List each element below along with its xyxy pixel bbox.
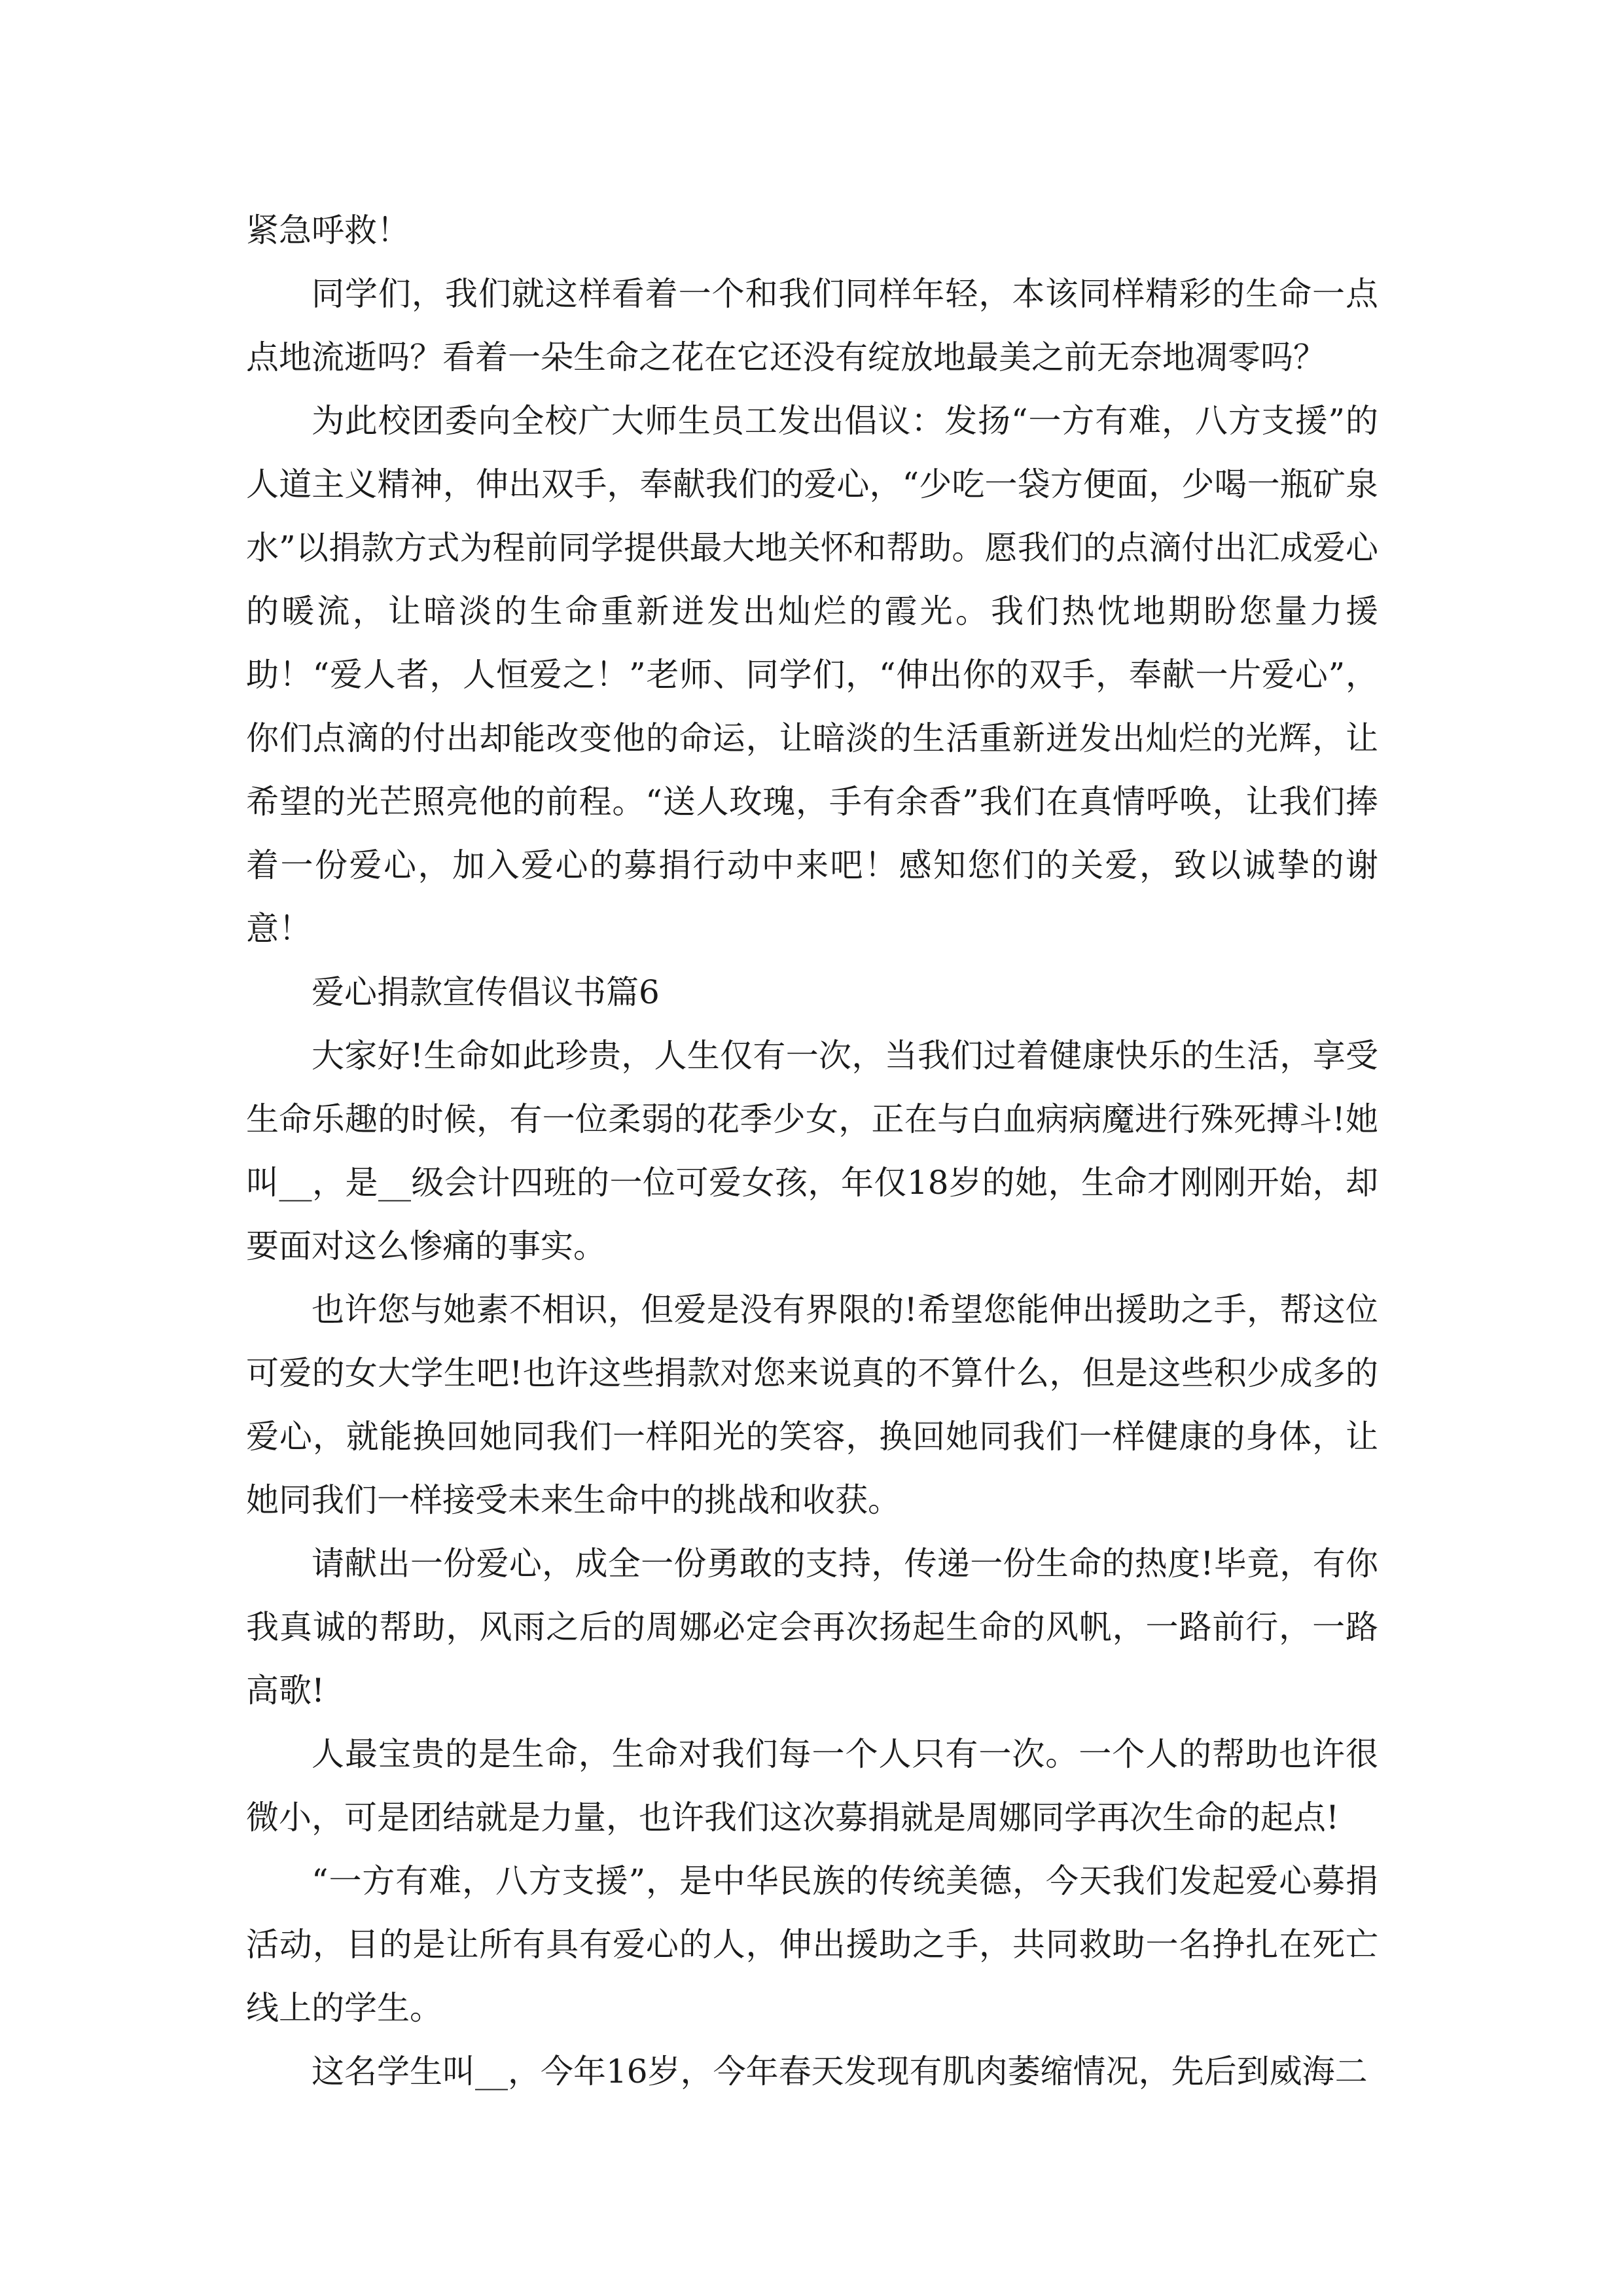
paragraph-donate-love: 请献出一份爱心，成全一份勇敢的支持，传递一份生命的热度!毕竟，有你我真诚的帮助，风雨之后的周娜必定会再次扬起生命的风帆，一路前行，一路高歌! bbox=[246, 1545, 1378, 1710]
paragraph-proposal: 为此校团委向全校广大师生员工发出倡议：发扬“一方有难，八方支援”的人道主义精神，伸出双手，奉献我们的爱心，“少吃一袋方便面，少喝一瓶矿泉水”以捐款方式为程前同学提供最大地关怀和帮助。愿我们的点滴付出汇成爱心的暖流，让暗淡的生命重新迸发出灿烂的霞光。我们热忱地期盼您量力援助！“爱人者，人恒爱之！”老师、同学们，“伸出你的双手，奉献一片爱心”，你们点滴的付出却能改变他的命运，让暗淡的生活重新迸发出灿烂的光辉，让希望的光芒照亮他的前程。“送人玫瑰，手有余香”我们在真情呼唤，让我们捧着一份爱心，加入爱心的募捐行动中来吧！感知您们的关爱，致以诚挚的谢意！ bbox=[246, 402, 1378, 948]
section-heading: 爱心捐款宣传倡议书篇6 bbox=[312, 973, 660, 1011]
document-body bbox=[246, 199, 1378, 2104]
paragraph-help-plea: 也许您与她素不相识，但爱是没有界限的!希望您能伸出援助之手，帮这位可爱的女大学生吧!也许这些捐款对您来说真的不算什么，但是这些积少成多的爱心，就能换回她同我们一样阳光的笑容，换回她同我们一样健康的身体，让她同我们一样接受未来生命中的挑战和收获。 bbox=[246, 1291, 1378, 1519]
paragraph-greeting: 大家好!生命如此珍贵，人生仅有一次，当我们过着健康快乐的生活，享受生命乐趣的时候，有一位柔弱的花季少女，正在与白血病病魔进行殊死搏斗!她叫__，是__级会计四班的一位可爱女孩，年仅18岁的她，生命才刚刚开始，却要面对这么惨痛的事实。 bbox=[246, 1037, 1378, 1265]
paragraph-urgent-call: 紧急呼救！ bbox=[246, 211, 410, 249]
paragraph-tradition: “一方有难，八方支援”，是中华民族的传统美德，今天我们发起爱心募捐活动，目的是让所有具有爱心的人，伸出援助之手，共同救助一名挣扎在死亡线上的学生。 bbox=[246, 1862, 1378, 2027]
paragraph-classmates: 同学们，我们就这样看着一个和我们同样年轻，本该同样精彩的生命一点点地流逝吗？看着一朵生命之花在它还没有绽放地最美之前无奈地凋零吗？ bbox=[246, 275, 1378, 376]
paragraph-student-story: 这名学生叫__，今年16岁，今年春天发现有肌肉萎缩情况，先后到威海二 bbox=[312, 2053, 1368, 2090]
paragraph-life-precious: 人最宝贵的是生命，生命对我们每一个人只有一次。一个人的帮助也许很微小，可是团结就是力量，也许我们这次募捐就是周娜同学再次生命的起点! bbox=[246, 1735, 1378, 1837]
